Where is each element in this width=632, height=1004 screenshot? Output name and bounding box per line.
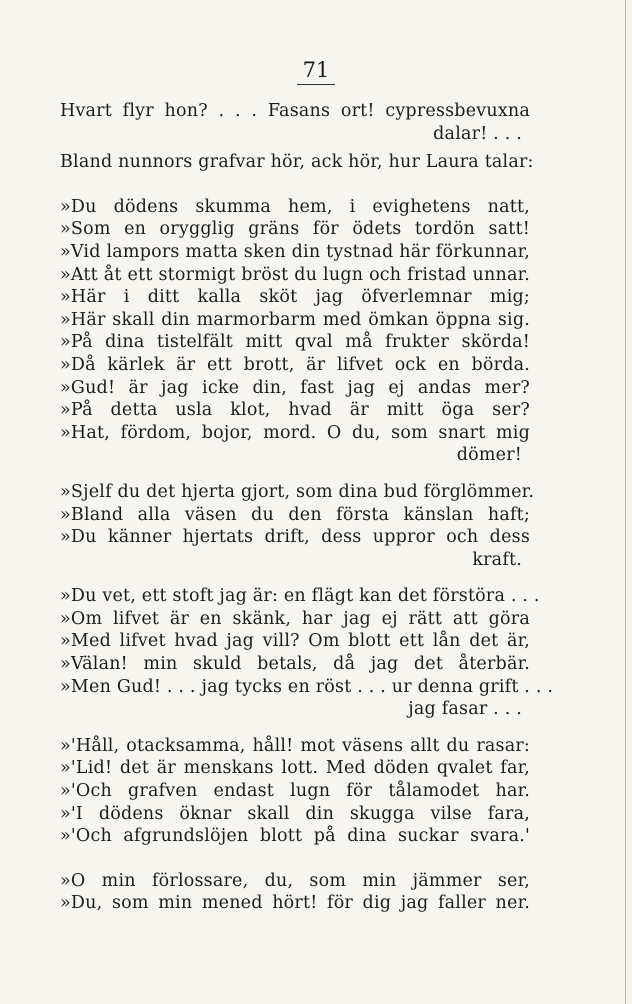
poem-line: »'Och afgrundslöjen blott på dina suckar svara.' — [60, 826, 530, 847]
poem-line: »På detta usla klot, hvad är mitt öga ser? — [60, 400, 530, 421]
poem-line: »Men Gud! . . . jag tycks en röst . . . ur denna grift . . . — [60, 676, 554, 697]
poem-line: »Sjelf du det hjerta gjort, som dina bud förglömmer. — [60, 481, 535, 502]
poem-line: »'I dödens öknar skall din skugga vilse fara, — [60, 803, 530, 824]
poem-line: »Med lifvet hvad jag vill? Om blott ett lån det är, — [60, 631, 530, 652]
poem-line: »Då kärlek är ett brott, är lifvet ock en börda. — [60, 354, 530, 375]
poem-line: »Välan! min skuld betals, då jag det återbär. — [60, 654, 530, 675]
poem-line: »Du, som min mened hört! för dig jag faller ner. — [60, 893, 530, 914]
poem-line: »Bland alla väsen du den första känslan haft; — [60, 504, 530, 525]
stanza-3 — [60, 585, 554, 721]
poem-line: »Här i ditt kalla sköt jag öfverlemnar mig; — [60, 287, 530, 308]
page-number: 71 — [0, 58, 632, 85]
poem-line-continuation: jag fasar . . . — [408, 699, 522, 720]
poem-line: »Som en orygglig gräns för ödets tordön satt! — [60, 219, 530, 240]
poem-line: »Vid lampors matta sken din tystnad här förkunnar, — [60, 241, 530, 262]
stanza-2 — [60, 481, 535, 571]
poem-text — [60, 100, 554, 915]
poem-line: »Hat, fördom, bojor, mord. O du, som snart mig — [60, 422, 530, 443]
poem-line: »Du vet, ett stoft jag är: en flägt kan det förstöra . . . — [60, 586, 540, 607]
poem-line: Bland nunnors grafvar hör, ack hör, hur Laura talar: — [60, 152, 534, 173]
poem-line: »'Och grafven endast lugn för tålamodet har. — [60, 781, 530, 802]
poem-line-continuation: dalar! . . . — [433, 123, 522, 144]
poem-line-continuation: dömer! — [456, 445, 522, 466]
stanza-4 — [60, 735, 530, 848]
poem-line: Hvart flyr hon? . . . Fasans ort! cypressbevuxna — [60, 101, 530, 121]
poem-line: »'Håll, otacksamma, håll! mot väsens allt du rasar: — [60, 735, 530, 756]
poem-line: »'Lid! det är menskans lott. Med döden qvalet far, — [60, 758, 530, 779]
poem-line: »Gud! är jag icke din, fast jag ej andas mer? — [60, 377, 530, 398]
poem-line: »Här skall din marmorbarm med ömkan öppna sig. — [60, 309, 530, 330]
poem-line: »Du dödens skumma hem, i evighetens natt, — [60, 196, 530, 217]
poem-line: »Att åt ett stormigt bröst du lugn och fristad unnar. — [60, 264, 530, 285]
poem-line-continuation: kraft. — [472, 549, 522, 570]
poem-line: »Du känner hjertats drift, dess uppror och dess — [60, 527, 530, 548]
page-edge-line — [625, 0, 626, 1004]
stanza-5 — [60, 870, 530, 915]
stanza-1 — [60, 196, 530, 467]
poem-line: »På dina tistelfält mitt qval må frukter skörda! — [60, 332, 530, 353]
poem-line: »Om lifvet är en skänk, har jag ej rätt att göra — [60, 608, 530, 629]
poem-line: »O min förlossare, du, som min jämmer ser, — [60, 870, 530, 891]
